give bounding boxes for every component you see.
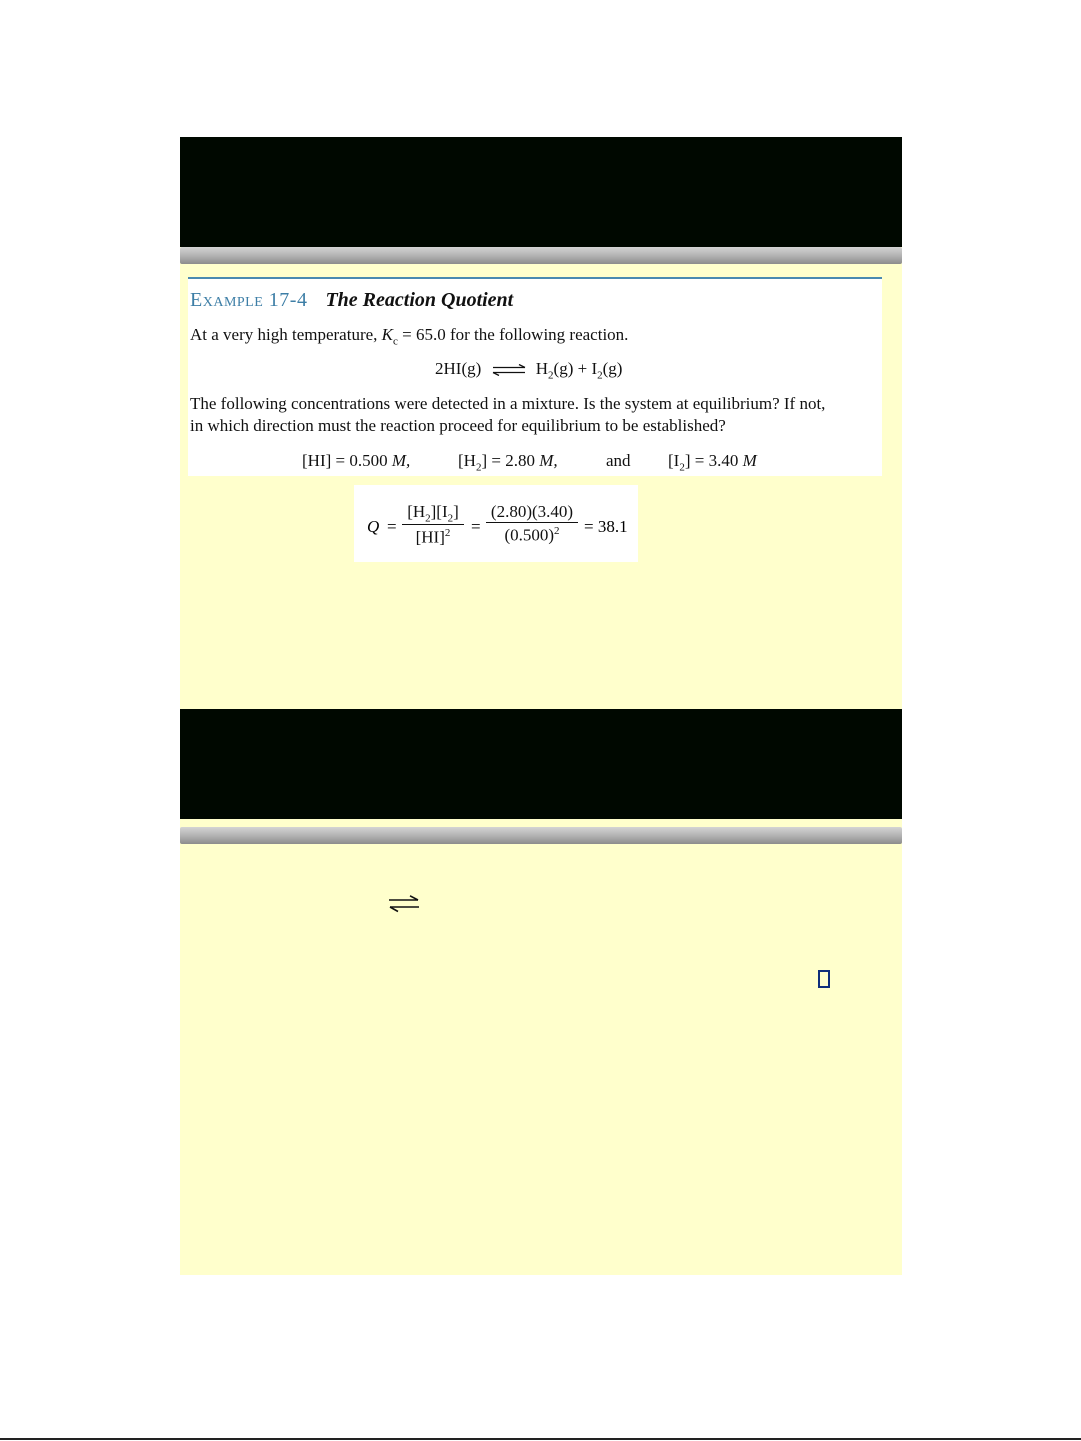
slide-1-title-bar: [180, 137, 902, 247]
equilibrium-arrow-icon: [388, 895, 420, 913]
reaction-equation: 2HI(g) $H_2(g) + I_2(g)$: [435, 359, 623, 382]
slide-1: [180, 137, 902, 709]
q-denominator-symbolic: [HI]$^2$: [402, 524, 464, 548]
example-box: [188, 277, 882, 476]
slide-2-title-bar: [180, 709, 902, 819]
page-bottom-rule: [0, 1438, 1081, 1440]
q-numeric-fraction: [486, 502, 578, 546]
question-line-2: in which direction must the reaction proceed for equilibrium to be established?: [190, 416, 726, 435]
q-label: Q: [367, 517, 380, 536]
empty-box-glyph: [818, 970, 830, 988]
conc-hi: [HI] = 0.500 M,: [302, 451, 411, 470]
reaction-quotient-box: [354, 485, 638, 562]
q-equals-2: =: [471, 517, 481, 536]
slide-2: [180, 709, 902, 1275]
q-numerator-symbolic: $[H_2][I_2]$: [407, 502, 459, 525]
question-line-1: The following concentrations were detected in a mixture. Is the system at equilibrium? If not,: [190, 394, 826, 413]
example-label: Example 17-4: [190, 289, 308, 311]
conc-i2: $[I_2] = 3.40$ M: [668, 451, 757, 474]
q-symbolic-fraction: [402, 502, 464, 548]
conc-and: and: [606, 451, 631, 470]
example-heading: [190, 289, 513, 312]
intro-line: At a very high temperature, $K_c = 65.0$ for the following reaction.: [190, 325, 629, 348]
q-equals: =: [387, 517, 397, 536]
q-numerator-numeric: (2.80)(3.40): [490, 502, 574, 521]
q-result: = 38.1: [584, 517, 628, 536]
example-title: The Reaction Quotient: [325, 289, 514, 311]
slide-1-divider: [180, 247, 902, 264]
conc-h2: $[H_2] = 2.80$ M,: [458, 451, 558, 474]
equilibrium-arrow-icon: [492, 364, 526, 376]
q-denominator-numeric: $(0.500)^2$: [486, 522, 578, 546]
slide-2-divider: [180, 827, 902, 844]
